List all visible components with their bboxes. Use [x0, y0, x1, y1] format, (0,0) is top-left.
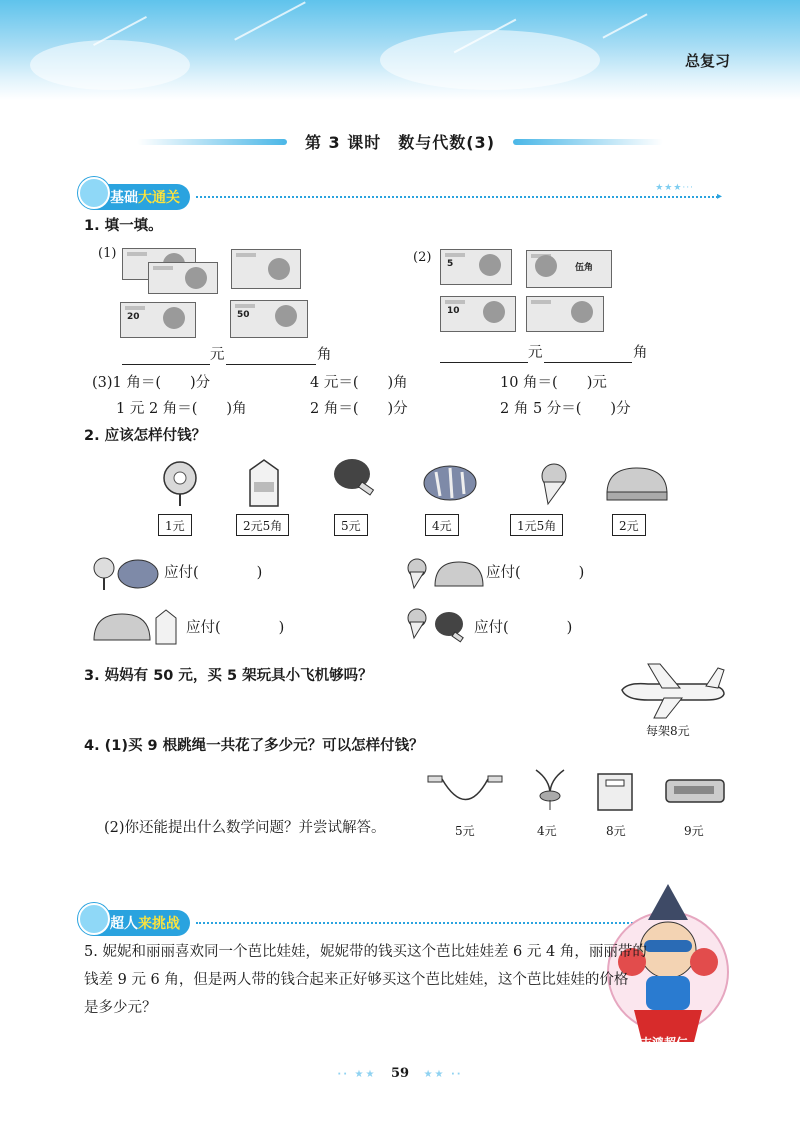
banner-stars: ★★★··· — [655, 183, 694, 193]
title-bar-left — [137, 139, 287, 145]
unit-label: 角 — [317, 347, 332, 363]
lesson-title-text: 第 3 课时 数与代数(3) — [304, 133, 496, 152]
lollipop-bread-icon — [92, 556, 162, 592]
bread-icon — [422, 464, 478, 502]
notebook-icon — [594, 770, 638, 812]
lesson-title — [0, 130, 800, 153]
answer-blank[interactable] — [226, 345, 316, 365]
price-tag: 2元5角 — [236, 514, 289, 536]
pay-line-3: 应付( ) — [186, 620, 285, 636]
banknote-image: 50 — [230, 300, 308, 338]
icecream-drumstick-icon — [405, 606, 471, 646]
price-tag: 5元 — [334, 514, 368, 536]
price-label: 8元 — [606, 824, 626, 838]
section-banner-challenge — [84, 910, 644, 936]
q5-line3: 是多少元？ — [84, 1000, 157, 1016]
q5-line1: 5. 妮妮和丽丽喜欢同一个芭比娃娃，妮妮带的钱买这个芭比娃娃差 6 元 4 角，丽丽带的 — [84, 944, 647, 960]
banknote-image: 10 — [440, 296, 516, 332]
page-number: 59 — [390, 1066, 410, 1081]
pencil-case-icon — [664, 774, 728, 806]
mascot-label: 志鸿超仁 — [640, 1036, 689, 1050]
banknote-image: 5 — [440, 249, 512, 285]
q4-sub2: (2)你还能提出什么数学问题？并尝试解答。 — [104, 820, 386, 836]
answer-blank[interactable] — [544, 343, 632, 363]
section-banner-basic — [84, 183, 722, 210]
banner-text-em: 大通关 — [138, 190, 180, 206]
q1-part2-label: (2) — [413, 250, 432, 265]
unit-label: 元 — [528, 345, 543, 361]
section-tag: 总复习 — [684, 52, 730, 70]
shuttlecock-icon — [530, 766, 570, 812]
q3-title: 3. 妈妈有 50 元，买 5 架玩具小飞机够吗？ — [84, 668, 373, 684]
banknote-image: 伍角 — [526, 250, 612, 288]
banner-text-em: 来挑战 — [138, 916, 180, 932]
title-bar-right — [513, 139, 663, 145]
q1-title: 1. 填一填。 — [84, 218, 163, 234]
price-label: 4元 — [537, 824, 557, 838]
pay-line-1: 应付( ) — [164, 565, 263, 581]
ice-cream-icon — [530, 462, 574, 506]
banner-dotted-line — [196, 183, 722, 202]
answer-blank[interactable] — [122, 345, 210, 365]
q1-row1-b: 4 元＝( )角 — [310, 375, 408, 391]
banknote-image — [231, 249, 301, 289]
page-stars-left: ·· ★★ — [337, 1069, 377, 1080]
q1-row2-c: 2 角 5 分＝( )分 — [500, 401, 631, 417]
mascot-icon — [606, 880, 730, 1060]
drumstick-icon — [332, 456, 384, 504]
banner-badge — [84, 184, 190, 210]
page-number-row — [0, 1066, 800, 1081]
banknote-image: 20 — [120, 302, 196, 338]
q1-row2-a: 1 元 2 角＝( )角 — [116, 401, 247, 417]
banner-text-pre: 超人 — [110, 916, 138, 932]
banner-text-pre: 基础 — [110, 190, 138, 206]
banner-badge — [84, 910, 190, 936]
answer-blank[interactable] — [440, 343, 528, 363]
q2-title: 2. 应该怎样付钱？ — [84, 428, 207, 444]
lollipop-icon — [160, 460, 204, 506]
toy-airplane-icon — [618, 660, 728, 720]
price-tag: 2元 — [612, 514, 646, 536]
q1-row1-a: (3)1 角＝( )分 — [92, 375, 211, 391]
banknote-image — [148, 262, 218, 294]
unit-label: 元 — [210, 347, 225, 363]
banner-dotted-line — [196, 922, 644, 924]
q5-line2: 钱差 9 元 6 角，但是两人带的钱合起来正好够买这个芭比娃娃，这个芭比娃娃的价格 — [84, 972, 629, 988]
pay-line-4: 应付( ) — [474, 620, 573, 636]
price-tag: 1元 — [158, 514, 192, 536]
airplane-price: 每架8元 — [646, 724, 690, 738]
q1-row1-c: 10 角＝( )元 — [500, 375, 607, 391]
unit-label: 角 — [633, 345, 648, 361]
milk-carton-icon — [244, 458, 284, 508]
q4-title: 4. (1)买 9 根跳绳一共花了多少元？可以怎样付钱？ — [84, 738, 424, 754]
header-band — [0, 0, 800, 100]
price-label: 5元 — [455, 824, 475, 838]
arrow-right-icon: ▸ — [716, 191, 722, 202]
cake-milk-icon — [92, 606, 182, 646]
page-stars-right: ★★ ·· — [423, 1069, 463, 1080]
star-ball-icon — [78, 177, 110, 209]
pay-line-2: 应付( ) — [486, 565, 585, 581]
icecream-cake-icon — [405, 556, 485, 592]
jump-rope-icon — [426, 770, 506, 812]
price-tag: 1元5角 — [510, 514, 563, 536]
ufo-icon — [78, 903, 110, 935]
cake-icon — [605, 464, 669, 502]
price-tag: 4元 — [425, 514, 459, 536]
banknote-image — [526, 296, 604, 332]
q1-part1-label: (1) — [98, 246, 117, 261]
price-label: 9元 — [684, 824, 704, 838]
q1-row2-b: 2 角＝( )分 — [310, 401, 408, 417]
